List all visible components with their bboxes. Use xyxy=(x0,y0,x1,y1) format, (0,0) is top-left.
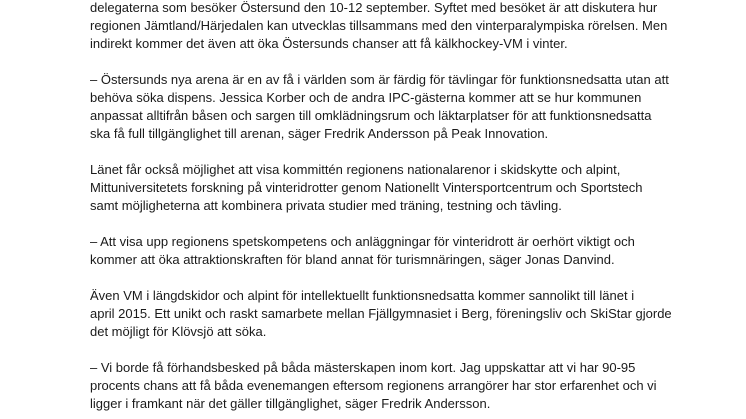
text-line: ska få full tillgänglighet till arenan, säger Fredrik Andersson på Peak Innovation. xyxy=(90,126,549,141)
text-line: samt möjligheterna att kombinera privata studier med träning, testning och tävling. xyxy=(90,198,562,213)
text-line: – Östersunds nya arena är en av få i världen som är färdig för tävlingar för funktionsnedsatta utan att xyxy=(90,72,669,87)
text-line: procents chans att få båda evenemangen eftersom regionens arrangörer har stor erfarenhet och vi xyxy=(90,378,657,393)
text-line: indirekt kommer det även att öka Östersunds chanser att få kälkhockey-VM i vinter. xyxy=(90,36,568,51)
paragraph-arena-quote xyxy=(90,71,690,143)
paragraph-national-arenas xyxy=(90,161,690,215)
article-body xyxy=(90,0,690,419)
text-line: regionen Jämtland/Härjedalen kan utvecklas tillsammans med den vinterparalympiska rörelsen. Men xyxy=(90,18,668,33)
text-line: – Vi borde få förhandsbesked på båda mästerskapen inom kort. Jag uppskattar att vi har 90-95 xyxy=(90,360,636,375)
text-line: kommer att öka attraktionskraften för bland annat för turismnäringen, säger Jonas Danvind. xyxy=(90,252,615,267)
text-line: delegaterna som besöker Östersund den 10-12 september. Syftet med besöket är att diskutera hur xyxy=(90,0,658,15)
paragraph-ipc-visit xyxy=(90,0,690,53)
text-line: anpassat alltifrån båsen och sargen till omklädningsrum och läktarplatser för att funktionsnedsatta xyxy=(90,108,652,123)
text-line: – Att visa upp regionens spetskompetens och anläggningar för vinteridrott är oerhört viktigt och xyxy=(90,234,635,249)
text-line: Även VM i längdskidor och alpint för intellektuellt funktionsnedsatta kommer sannolikt till länet i xyxy=(90,288,635,303)
text-line: Länet får också möjlighet att visa kommittén regionens nationalarenor i skidskytte och alpint, xyxy=(90,162,621,177)
text-line: det möjligt för Klövsjö att söka. xyxy=(90,324,267,339)
text-line: behöva söka dispens. Jessica Korber och de andra IPC-gästerna kommer att se hur kommunen xyxy=(90,90,642,105)
text-line: ligger i framkant när det gäller tillgänglighet, säger Fredrik Andersson. xyxy=(90,396,491,411)
paragraph-vm-skiing xyxy=(90,287,690,341)
paragraph-danvind-quote xyxy=(90,233,690,269)
paragraph-andersson-quote xyxy=(90,359,690,413)
text-line: april 2015. Ett unikt och raskt samarbete mellan Fjällgymnasiet i Berg, föreningsliv och SkiStar gjorde xyxy=(90,306,672,321)
text-line: Mittuniversitetets forskning på vinteridrotter genom Nationellt Vintersportcentrum och Sportstech xyxy=(90,180,643,195)
